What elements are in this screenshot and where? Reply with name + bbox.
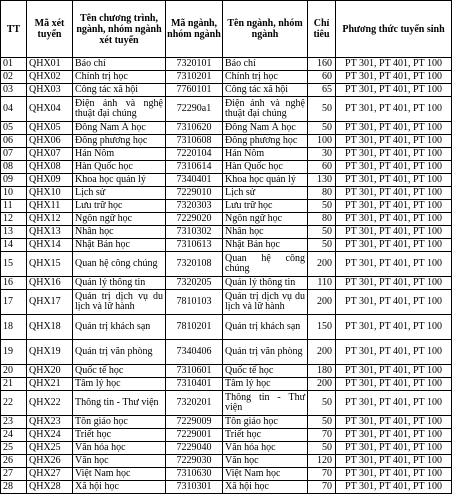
cell-ma-nganh: 7320201 (166, 391, 223, 416)
cell-chi-tieu: 65 (308, 84, 336, 97)
table-body (1, 58, 452, 494)
cell-tt: 12 (1, 213, 27, 226)
cell-ma-nganh: 7229009 (166, 416, 223, 429)
cell-ten-chuong-trinh: Nhân học (73, 226, 166, 239)
cell-tt: 16 (1, 277, 27, 290)
cell-chi-tieu: 60 (308, 71, 336, 84)
cell-ten-nganh: Văn học (223, 455, 308, 468)
cell-ten-chuong-trinh: Việt Nam học (73, 468, 166, 481)
cell-tt: 23 (1, 416, 27, 429)
cell-ten-chuong-trinh: Ngôn ngữ học (73, 213, 166, 226)
cell-phuong-thuc: PT 301, PT 401, PT 100 (336, 187, 452, 200)
cell-phuong-thuc: PT 301, PT 401, PT 100 (336, 481, 452, 494)
cell-phuong-thuc: PT 301, PT 401, PT 100 (336, 277, 452, 290)
cell-ma-nganh: 7310601 (166, 365, 223, 378)
table-row (1, 226, 452, 239)
cell-ma-nganh: 7229010 (166, 187, 223, 200)
cell-chi-tieu: 180 (308, 365, 336, 378)
cell-ten-chuong-trinh: Tâm lý học (73, 378, 166, 391)
cell-tt: 17 (1, 290, 27, 315)
cell-ten-nganh: Xã hội học (223, 481, 308, 494)
cell-tt: 05 (1, 122, 27, 135)
cell-ten-chuong-trinh: Nhật Bản học (73, 239, 166, 252)
cell-ten-chuong-trinh: Điện ảnh và nghệ thuật đại chúng (73, 97, 166, 122)
cell-ma-xet-tuyen: QHX13 (27, 226, 73, 239)
cell-ma-nganh: 7340406 (166, 340, 223, 365)
table-row (1, 455, 452, 468)
cell-chi-tieu: 50 (308, 97, 336, 122)
cell-ma-nganh: 7310401 (166, 378, 223, 391)
cell-ma-nganh: 7310302 (166, 226, 223, 239)
cell-phuong-thuc: PT 301, PT 401, PT 100 (336, 84, 452, 97)
cell-ten-chuong-trinh: Quản trị văn phòng (73, 340, 166, 365)
cell-ten-chuong-trinh: Lịch sử (73, 187, 166, 200)
cell-phuong-thuc: PT 301, PT 401, PT 100 (336, 340, 452, 365)
cell-phuong-thuc: PT 301, PT 401, PT 100 (336, 58, 452, 71)
cell-ma-xet-tuyen: QHX23 (27, 416, 73, 429)
cell-tt: 02 (1, 71, 27, 84)
cell-ten-chuong-trinh: Tôn giáo học (73, 416, 166, 429)
cell-chi-tieu: 110 (308, 277, 336, 290)
table-row (1, 239, 452, 252)
cell-ma-xet-tuyen: QHX18 (27, 315, 73, 340)
table-row (1, 174, 452, 187)
cell-ten-chuong-trinh: Quốc tế học (73, 365, 166, 378)
cell-ten-chuong-trinh: Quản trị dịch vụ du lịch và lữ hành (73, 290, 166, 315)
cell-ma-xet-tuyen: QHX09 (27, 174, 73, 187)
table-row (1, 122, 452, 135)
cell-chi-tieu: 120 (308, 455, 336, 468)
cell-chi-tieu: 60 (308, 161, 336, 174)
header-row (1, 1, 452, 58)
cell-ten-nganh: Quản lý thông tin (223, 277, 308, 290)
cell-ma-nganh: 7229030 (166, 455, 223, 468)
cell-chi-tieu: 130 (308, 174, 336, 187)
cell-phuong-thuc: PT 301, PT 401, PT 100 (336, 174, 452, 187)
cell-tt: 07 (1, 148, 27, 161)
cell-ten-chuong-trinh: Hán Nôm (73, 148, 166, 161)
cell-chi-tieu: 50 (308, 200, 336, 213)
cell-ma-nganh: 7220104 (166, 148, 223, 161)
cell-tt: 03 (1, 84, 27, 97)
cell-ten-nganh: Lịch sử (223, 187, 308, 200)
cell-ma-nganh: 7310614 (166, 161, 223, 174)
cell-ma-nganh: 7320205 (166, 277, 223, 290)
cell-ma-xet-tuyen: QHX08 (27, 161, 73, 174)
header-chi-tieu: Chỉ tiêu (308, 1, 336, 58)
table-row (1, 340, 452, 365)
cell-phuong-thuc: PT 301, PT 401, PT 100 (336, 213, 452, 226)
header-phuong-thuc: Phương thức tuyển sinh (336, 1, 452, 58)
table-row (1, 290, 452, 315)
cell-ten-chuong-trinh: Khoa học quản lý (73, 174, 166, 187)
cell-phuong-thuc: PT 301, PT 401, PT 100 (336, 148, 452, 161)
cell-ma-xet-tuyen: QHX21 (27, 378, 73, 391)
cell-chi-tieu: 50 (308, 442, 336, 455)
cell-phuong-thuc: PT 301, PT 401, PT 100 (336, 378, 452, 391)
cell-ma-xet-tuyen: QHX17 (27, 290, 73, 315)
table-header (1, 1, 452, 58)
cell-chi-tieu: 50 (308, 239, 336, 252)
table-row (1, 416, 452, 429)
cell-ten-nganh: Quốc tế học (223, 365, 308, 378)
cell-ten-chuong-trinh: Văn học (73, 455, 166, 468)
cell-phuong-thuc: PT 301, PT 401, PT 100 (336, 161, 452, 174)
cell-ma-xet-tuyen: QHX25 (27, 442, 73, 455)
cell-ma-xet-tuyen: QHX24 (27, 429, 73, 442)
cell-tt: 27 (1, 468, 27, 481)
cell-ma-nganh: 7229001 (166, 429, 223, 442)
cell-chi-tieu: 80 (308, 213, 336, 226)
header-ten-chuong-trinh: Tên chương trình, ngành, nhóm ngành xét tuyển (73, 1, 166, 58)
cell-ma-nganh: 7320303 (166, 200, 223, 213)
cell-ten-nganh: Nhân học (223, 226, 308, 239)
cell-ten-nganh: Đông Nam Á học (223, 122, 308, 135)
cell-ten-nganh: Tâm lý học (223, 378, 308, 391)
cell-chi-tieu: 160 (308, 58, 336, 71)
table-row (1, 429, 452, 442)
cell-ma-nganh: 7340401 (166, 174, 223, 187)
cell-ten-chuong-trinh: Đông phương học (73, 135, 166, 148)
cell-phuong-thuc: PT 301, PT 401, PT 100 (336, 252, 452, 277)
cell-ma-nganh: 7310630 (166, 468, 223, 481)
cell-chi-tieu: 50 (308, 416, 336, 429)
cell-chi-tieu: 100 (308, 135, 336, 148)
cell-phuong-thuc: PT 301, PT 401, PT 100 (336, 290, 452, 315)
cell-tt: 09 (1, 174, 27, 187)
cell-tt: 26 (1, 455, 27, 468)
cell-chi-tieu: 70 (308, 429, 336, 442)
cell-ma-xet-tuyen: QHX16 (27, 277, 73, 290)
cell-tt: 06 (1, 135, 27, 148)
cell-ten-nganh: Nhật Bản học (223, 239, 308, 252)
cell-ma-nganh: 7810201 (166, 315, 223, 340)
cell-phuong-thuc: PT 301, PT 401, PT 100 (336, 200, 452, 213)
table-row (1, 187, 452, 200)
table-row (1, 58, 452, 71)
cell-ten-nganh: Tôn giáo học (223, 416, 308, 429)
cell-ma-nganh: 7760101 (166, 84, 223, 97)
table-row (1, 161, 452, 174)
table-row (1, 442, 452, 455)
cell-ten-nganh: Thông tin - Thư viện (223, 391, 308, 416)
cell-phuong-thuc: PT 301, PT 401, PT 100 (336, 135, 452, 148)
header-ma-nganh: Mã ngành, nhóm ngành (166, 1, 223, 58)
cell-phuong-thuc: PT 301, PT 401, PT 100 (336, 455, 452, 468)
cell-ten-chuong-trinh: Xã hội học (73, 481, 166, 494)
cell-tt: 13 (1, 226, 27, 239)
cell-ten-nganh: Quản trị dịch vụ du lịch và lữ hành (223, 290, 308, 315)
cell-chi-tieu: 200 (308, 252, 336, 277)
cell-ten-nganh: Hàn Quốc học (223, 161, 308, 174)
cell-phuong-thuc: PT 301, PT 401, PT 100 (336, 122, 452, 135)
cell-phuong-thuc: PT 301, PT 401, PT 100 (336, 315, 452, 340)
cell-ten-chuong-trinh: Lưu trữ học (73, 200, 166, 213)
cell-tt: 28 (1, 481, 27, 494)
cell-chi-tieu: 30 (308, 148, 336, 161)
cell-tt: 19 (1, 340, 27, 365)
cell-phuong-thuc: PT 301, PT 401, PT 100 (336, 365, 452, 378)
cell-ma-xet-tuyen: QHX14 (27, 239, 73, 252)
table-row (1, 213, 452, 226)
cell-ma-nganh: 7310608 (166, 135, 223, 148)
cell-tt: 22 (1, 391, 27, 416)
table-row (1, 135, 452, 148)
cell-chi-tieu: 200 (308, 378, 336, 391)
table-row (1, 468, 452, 481)
cell-ma-xet-tuyen: QHX07 (27, 148, 73, 161)
cell-ten-chuong-trinh: Văn hóa học (73, 442, 166, 455)
table-row (1, 315, 452, 340)
cell-chi-tieu: 50 (308, 391, 336, 416)
cell-tt: 25 (1, 442, 27, 455)
cell-tt: 04 (1, 97, 27, 122)
cell-ma-xet-tuyen: QHX01 (27, 58, 73, 71)
cell-ma-nganh: 7310613 (166, 239, 223, 252)
cell-ma-nganh: 72290a1 (166, 97, 223, 122)
cell-ma-xet-tuyen: QHX27 (27, 468, 73, 481)
cell-chi-tieu: 80 (308, 187, 336, 200)
cell-ma-xet-tuyen: QHX03 (27, 84, 73, 97)
cell-chi-tieu: 200 (308, 340, 336, 365)
cell-chi-tieu: 150 (308, 315, 336, 340)
header-ma-xet-tuyen: Mã xét tuyển (27, 1, 73, 58)
cell-ma-nganh: 7810103 (166, 290, 223, 315)
cell-ten-nganh: Quản trị khách sạn (223, 315, 308, 340)
cell-ten-nganh: Ngôn ngữ học (223, 213, 308, 226)
cell-ma-xet-tuyen: QHX28 (27, 481, 73, 494)
cell-chi-tieu: 200 (308, 290, 336, 315)
cell-ten-nganh: Báo chí (223, 58, 308, 71)
table-row (1, 148, 452, 161)
cell-tt: 01 (1, 58, 27, 71)
cell-ma-xet-tuyen: QHX15 (27, 252, 73, 277)
cell-phuong-thuc: PT 301, PT 401, PT 100 (336, 468, 452, 481)
cell-phuong-thuc: PT 301, PT 401, PT 100 (336, 442, 452, 455)
cell-ten-nganh: Việt Nam học (223, 468, 308, 481)
cell-phuong-thuc: PT 301, PT 401, PT 100 (336, 239, 452, 252)
cell-ten-nganh: Chính trị học (223, 71, 308, 84)
cell-ten-nganh: Văn hóa học (223, 442, 308, 455)
cell-ma-xet-tuyen: QHX10 (27, 187, 73, 200)
cell-ma-xet-tuyen: QHX26 (27, 455, 73, 468)
cell-ten-chuong-trinh: Chính trị học (73, 71, 166, 84)
cell-ten-nganh: Điện ảnh và nghệ thuật đại chúng (223, 97, 308, 122)
cell-ma-xet-tuyen: QHX11 (27, 200, 73, 213)
cell-tt: 18 (1, 315, 27, 340)
cell-ma-xet-tuyen: QHX12 (27, 213, 73, 226)
cell-ma-nganh: 7229020 (166, 213, 223, 226)
cell-ma-nganh: 7320108 (166, 252, 223, 277)
cell-ten-nganh: Khoa học quản lý (223, 174, 308, 187)
cell-chi-tieu: 70 (308, 481, 336, 494)
cell-phuong-thuc: PT 301, PT 401, PT 100 (336, 97, 452, 122)
cell-phuong-thuc: PT 301, PT 401, PT 100 (336, 71, 452, 84)
cell-tt: 21 (1, 378, 27, 391)
cell-ten-chuong-trinh: Công tác xã hội (73, 84, 166, 97)
cell-chi-tieu: 50 (308, 226, 336, 239)
table-row (1, 481, 452, 494)
cell-ten-nganh: Hán Nôm (223, 148, 308, 161)
cell-ten-chuong-trinh: Quan hệ công chúng (73, 252, 166, 277)
cell-tt: 11 (1, 200, 27, 213)
cell-ten-nganh: Công tác xã hội (223, 84, 308, 97)
table-row (1, 391, 452, 416)
cell-ten-chuong-trinh: Đông Nam Á học (73, 122, 166, 135)
table-row (1, 84, 452, 97)
cell-ma-nganh: 7229040 (166, 442, 223, 455)
cell-ma-xet-tuyen: QHX19 (27, 340, 73, 365)
cell-ten-nganh: Lưu trữ học (223, 200, 308, 213)
cell-tt: 14 (1, 239, 27, 252)
cell-ten-chuong-trinh: Hàn Quốc học (73, 161, 166, 174)
cell-ma-xet-tuyen: QHX20 (27, 365, 73, 378)
cell-ten-chuong-trinh: Triết học (73, 429, 166, 442)
cell-ma-xet-tuyen: QHX06 (27, 135, 73, 148)
cell-tt: 24 (1, 429, 27, 442)
cell-ma-xet-tuyen: QHX22 (27, 391, 73, 416)
cell-ten-nganh: Quan hệ công chúng (223, 252, 308, 277)
cell-tt: 20 (1, 365, 27, 378)
table-row (1, 365, 452, 378)
cell-ten-chuong-trinh: Báo chí (73, 58, 166, 71)
cell-ten-chuong-trinh: Quản lý thông tin (73, 277, 166, 290)
cell-ma-xet-tuyen: QHX04 (27, 97, 73, 122)
cell-tt: 08 (1, 161, 27, 174)
cell-phuong-thuc: PT 301, PT 401, PT 100 (336, 391, 452, 416)
table-row (1, 200, 452, 213)
cell-ma-nganh: 7310301 (166, 481, 223, 494)
header-tt: TT (1, 1, 27, 58)
cell-ma-nganh: 7310620 (166, 122, 223, 135)
cell-phuong-thuc: PT 301, PT 401, PT 100 (336, 226, 452, 239)
cell-phuong-thuc: PT 301, PT 401, PT 100 (336, 416, 452, 429)
cell-ma-nganh: 7310201 (166, 71, 223, 84)
cell-ten-nganh: Đông phương học (223, 135, 308, 148)
header-ten-nganh: Tên ngành, nhóm ngành (223, 1, 308, 58)
table-row (1, 378, 452, 391)
cell-ten-chuong-trinh: Thông tin - Thư viện (73, 391, 166, 416)
cell-tt: 10 (1, 187, 27, 200)
cell-ma-nganh: 7320101 (166, 58, 223, 71)
cell-ten-nganh: Quản trị văn phòng (223, 340, 308, 365)
cell-ma-xet-tuyen: QHX05 (27, 122, 73, 135)
table-row (1, 71, 452, 84)
cell-chi-tieu: 50 (308, 122, 336, 135)
cell-ma-xet-tuyen: QHX02 (27, 71, 73, 84)
cell-phuong-thuc: PT 301, PT 401, PT 100 (336, 429, 452, 442)
cell-ten-chuong-trinh: Quản trị khách sạn (73, 315, 166, 340)
cell-tt: 15 (1, 252, 27, 277)
cell-chi-tieu: 70 (308, 468, 336, 481)
table-row (1, 97, 452, 122)
table-row (1, 277, 452, 290)
table-row (1, 252, 452, 277)
cell-ten-nganh: Triết học (223, 429, 308, 442)
